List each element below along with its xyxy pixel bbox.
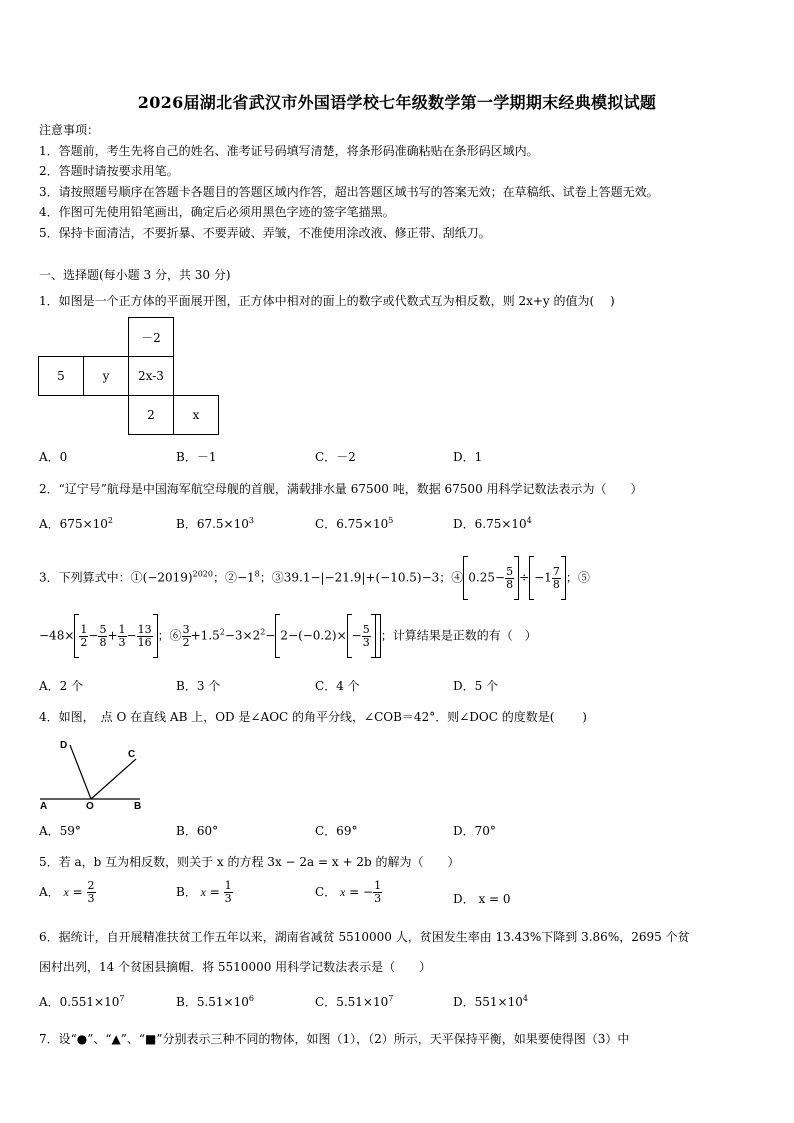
label-b: B (134, 801, 142, 810)
section-heading: 一、选择题(每小题 3 分，共 30 分) (39, 268, 231, 282)
q5-option-b: B． x = $\frac{1}{3}$ (176, 879, 232, 905)
q5-option-d: D． x = 0 (453, 892, 511, 906)
label-o: O (86, 801, 94, 810)
net-cell-5: 5 (39, 357, 84, 396)
question-4-stem: 4．如图， 点 O 在直线 AB 上，OD 是∠AOC 的角平分线，∠COB＝42°．则∠DOC 的度数是( ) (39, 710, 587, 724)
question-3-line-2: −48× $\frac{1}{2}$ − $\frac{5}{8}$ + $\frac{1}{3}$ − $\frac{13}{16}$ ；⑥ $\frac{3}{2}$ $+1.5^2-3\times 2^2- 2-(-0.2)\times$ − $\frac{5}{3}$ ；计算结果是正数的有（ ） (39, 614, 537, 658)
page-title: 2026届湖北省武汉市外国语学校七年级数学第一学期期末经典模拟试题 (137, 93, 657, 112)
q1-option-d: D．1 (453, 450, 483, 464)
question-5-stem: 5．若 a，b 互为相反数，则关于 x 的方程 3x − 2a = x + 2b 的解为（ ） (39, 855, 460, 869)
q2-option-b: B．$67.5\times 10^3$ (176, 516, 254, 531)
q3-option-d: D．5 个 (453, 679, 499, 693)
note-item: 5．保持卡面清洁，不要折暴、不要弄破、弄皱，不准使用涂改液、修正带、刮纸刀。 (39, 225, 491, 240)
q6-option-c: C．$5.51\times 10^7$ (315, 994, 394, 1009)
q6-option-d: D．$551\times 10^4$ (453, 994, 528, 1009)
q4-option-d: D．70° (453, 824, 496, 838)
net-cell-bottom: 2 (129, 396, 174, 435)
question-1-stem: 1．如图是一个正方体的平面展开图，正方体中相对的面上的数字或代数式互为相反数，则 2x+y 的值为( ) (39, 294, 615, 308)
q5-option-a: A． x = $\frac{2}{3}$ (39, 879, 95, 905)
q1-option-b: B．－1 (176, 450, 217, 464)
question-3-line-1: 3．下列算式中：$①(-2019)^{2020}$；$②-1^8$；③39.1−|−21.9|+(−10.5)−3；④ 0.25− $\frac{5}{8}$ ÷ −1 $\frac{7}{8}$ ；⑤ (39, 556, 590, 600)
label-d: D (60, 740, 68, 751)
q2-option-a: A．$675\times 10^2$ (39, 516, 113, 531)
note-item: 2．答题时请按要求用笔。 (39, 164, 179, 179)
question-2-stem: 2．“辽宁号”航母是中国海军航空母舰的首舰，满载排水量 67500 吨，数据 67500 用科学记数法表示为（ ） (39, 482, 643, 496)
net-cell-y: y (84, 357, 129, 396)
label-c: C (128, 749, 136, 760)
q4-option-c: C．69° (315, 824, 358, 838)
q1-option-c: C．－2 (315, 450, 356, 464)
net-cell-top: －2 (129, 318, 174, 357)
q3-option-c: C．4 个 (315, 679, 360, 693)
note-item: 4．作图可先使用铅笔画出，确定后必须用黑色字迹的签字笔描黑。 (39, 205, 395, 220)
q3-option-a: A．2 个 (39, 679, 84, 693)
q5-option-c: C． x = − $\frac{1}{3}$ (315, 879, 382, 905)
note-item: 3．请按照题号顺序在答题卡各题目的答题区域内作答，超出答题区域书写的答案无效；在草稿纸、试卷上答题无效。 (39, 184, 659, 199)
notes-block (39, 120, 659, 244)
q4-option-a: A．59° (39, 824, 81, 838)
question-7-stem: 7．设“●”、“▲”、“■”分别表示三种不同的物体，如图（1），（2）所示，天平保持平衡，如果要使得图（3）中 (39, 1032, 630, 1046)
cube-net-figure (38, 317, 219, 435)
q3-option-b: B．3 个 (176, 679, 221, 693)
q6-option-b: B．$5.51\times 10^6$ (176, 994, 254, 1009)
note-item: 1．答题前，考生先将自己的姓名、准考证号码填写清楚，将条形码准确粘贴在条形码区域内。 (39, 143, 539, 158)
question-6-line-2: 困村出列，14 个贫困县摘帽．将 5510000 用科学记数法表示是（ ） (39, 960, 432, 974)
angle-figure (36, 735, 156, 810)
net-cell-center: 2x-3 (129, 357, 174, 396)
q4-option-b: B．60° (176, 824, 219, 838)
q2-option-c: C．$6.75\times 10^5$ (315, 516, 394, 531)
label-a: A (40, 801, 48, 810)
net-cell-x: x (174, 396, 219, 435)
notes-heading: 注意事项： (39, 123, 100, 137)
q6-option-a: A．$0.551\times 10^7$ (39, 994, 125, 1009)
q1-option-a: A．0 (39, 450, 68, 464)
question-6-line-1: 6．据统计，自开展精准扶贫工作五年以来，湖南省减贫 5510000 人，贫困发生率由 13.43%下降到 3.86%，2695 个贫 (39, 930, 690, 944)
q2-option-d: D．$6.75\times 10^4$ (453, 516, 532, 531)
